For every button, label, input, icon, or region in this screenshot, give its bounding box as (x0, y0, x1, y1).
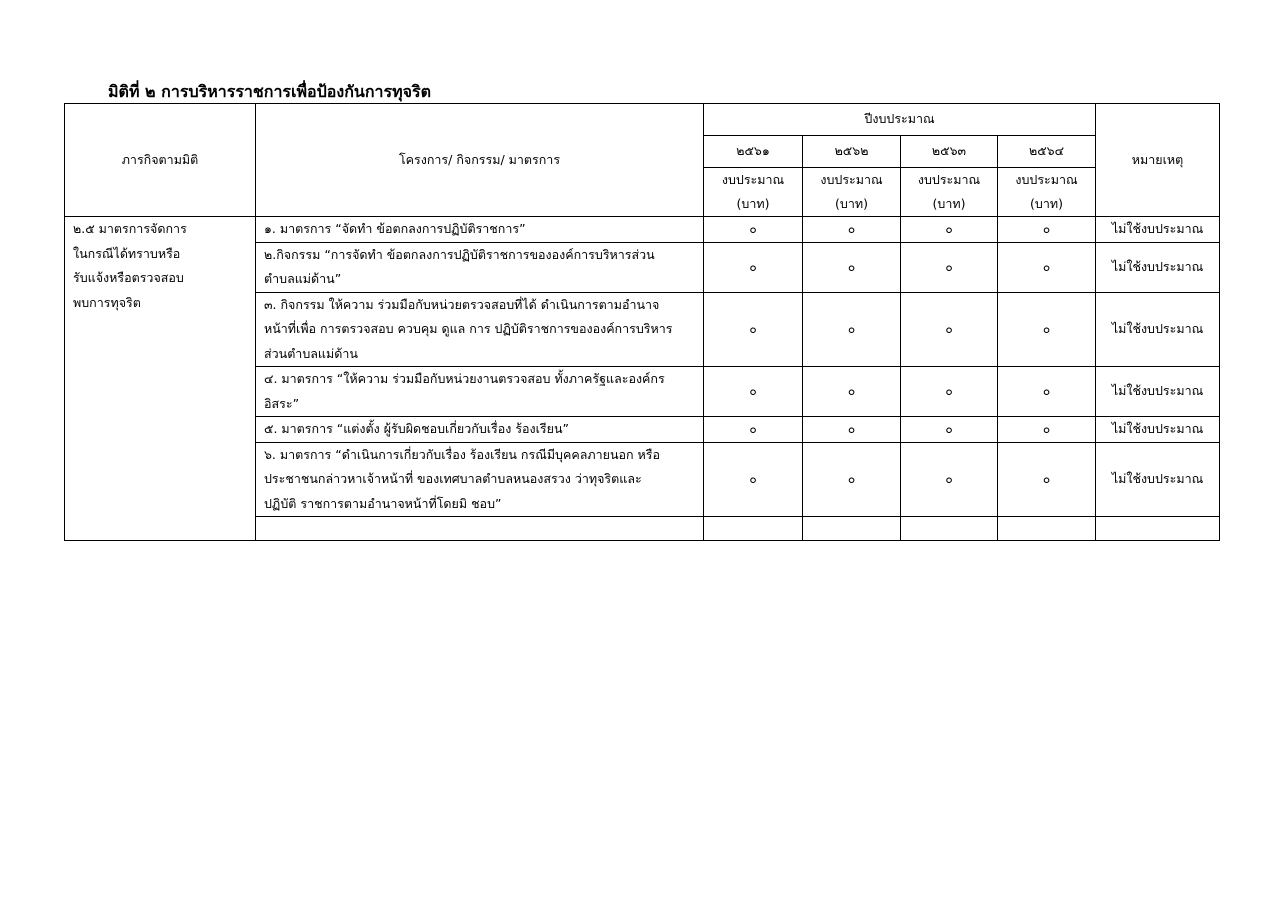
section-heading: มิติที่ ๒ การบริหารราชการเพื่อป้องกันการทุจริต (108, 82, 432, 101)
unit-label: (บาท) (835, 196, 868, 211)
value-cell: ๐ (998, 417, 1096, 443)
value-cell: ๐ (803, 442, 901, 517)
mission-line: รับแจ้งหรือตรวจสอบ (73, 270, 184, 285)
unit-label: (บาท) (1030, 196, 1063, 211)
remark-cell: ไม่ใช้งบประมาณ (1096, 242, 1220, 292)
value-cell: ๐ (704, 442, 803, 517)
value-cell: ๐ (803, 217, 901, 243)
header-mission: ภารกิจตามมิติ (65, 104, 256, 217)
header-year-2563: ๒๕๖๓ (901, 136, 998, 168)
value-cell: ๐ (704, 367, 803, 417)
project-cell (256, 367, 704, 417)
empty-cell (803, 517, 901, 541)
value-cell: ๐ (803, 367, 901, 417)
remark-cell: ไม่ใช้งบประมาณ (1096, 217, 1220, 243)
empty-cell (998, 517, 1096, 541)
value-cell: ๐ (803, 292, 901, 367)
project-line: ประชาชนกล่าวหาเจ้าหน้าที่ ของเทศบาลตำบลหนองสรวง ว่าทุจริตและ (264, 471, 642, 486)
value-cell: ๐ (901, 442, 998, 517)
budget-label: งบประมาณ (917, 172, 981, 187)
mission-line: ๒.๕ มาตรการจัดการ (73, 221, 187, 236)
header-budget-unit (998, 168, 1096, 217)
value-cell: ๐ (998, 217, 1096, 243)
remark-cell: ไม่ใช้งบประมาณ (1096, 292, 1220, 367)
budget-label: งบประมาณ (820, 172, 883, 187)
project-line: ๔. มาตรการ “ให้ความ ร่วมมือกับหน่วยงานตรวจสอบ ทั้งภาครัฐและองค์กร (264, 371, 665, 386)
project-line: ส่วนตำบลแม่ด้าน (264, 345, 358, 361)
header-year-2561: ๒๕๖๑ (704, 136, 803, 168)
mission-line: ในกรณีได้ทราบหรือ (73, 245, 181, 261)
header-budget-unit (704, 168, 803, 217)
mission-cell (65, 217, 256, 541)
budget-label: งบประมาณ (721, 172, 785, 187)
unit-label: (บาท) (736, 196, 770, 211)
project-line: ๕. มาตรการ “แต่งตั้ง ผู้รับผิดชอบเกี่ยวกับเรื่อง ร้องเรียน” (264, 421, 569, 436)
unit-label: (บาท) (932, 196, 966, 211)
value-cell: ๐ (998, 367, 1096, 417)
project-line: ตำบลแม่ด้าน” (264, 271, 342, 286)
header-year-2564: ๒๕๖๔ (998, 136, 1096, 168)
remark-cell: ไม่ใช้งบประมาณ (1096, 442, 1220, 517)
project-line: ๒.กิจกรรม “การจัดทำ ข้อตกลงการปฏิบัติราชการขององค์การบริหารส่วน (264, 246, 655, 262)
header-budget-year: ปีงบประมาณ (704, 104, 1096, 136)
value-cell: ๐ (704, 242, 803, 292)
header-budget-unit (803, 168, 901, 217)
value-cell: ๐ (803, 242, 901, 292)
project-line: ๓. กิจกรรม ให้ความ ร่วมมือกับหน่วยตรวจสอบที่ได้ ดำเนินการตามอำนาจ (264, 296, 660, 312)
project-line: ๑. มาตรการ “จัดทำ ข้อตกลงการปฏิบัติราชการ” (264, 221, 526, 236)
empty-cell (1096, 517, 1220, 541)
value-cell: ๐ (901, 242, 998, 292)
header-remark: หมายเหตุ (1096, 104, 1220, 217)
header-budget-unit (901, 168, 998, 217)
value-cell: ๐ (998, 292, 1096, 367)
value-cell: ๐ (704, 417, 803, 443)
value-cell: ๐ (803, 417, 901, 443)
value-cell: ๐ (998, 442, 1096, 517)
empty-cell (901, 517, 998, 541)
budget-label: งบประมาณ (1015, 172, 1078, 187)
project-cell (256, 242, 704, 292)
value-cell: ๐ (901, 417, 998, 443)
project-line: ปฏิบัติ ราชการตามอำนาจหน้าที่โดยมิ ชอบ” (264, 495, 502, 511)
header-year-2562: ๒๕๖๒ (803, 136, 901, 168)
remark-cell: ไม่ใช้งบประมาณ (1096, 417, 1220, 443)
value-cell: ๐ (901, 367, 998, 417)
project-cell (256, 417, 704, 443)
value-cell: ๐ (901, 292, 998, 367)
value-cell: ๐ (704, 292, 803, 367)
value-cell: ๐ (901, 217, 998, 243)
project-cell (256, 442, 704, 517)
empty-cell (256, 517, 704, 541)
project-line: หน้าที่เพื่อ การตรวจสอบ ควบคุม ดูแล การ ปฏิบัติราชการขององค์การบริหาร (264, 321, 673, 336)
header-project: โครงการ/ กิจกรรม/ มาตรการ (256, 104, 704, 217)
remark-cell: ไม่ใช้งบประมาณ (1096, 367, 1220, 417)
project-cell (256, 292, 704, 367)
value-cell: ๐ (704, 217, 803, 243)
mission-line: พบการทุจริต (73, 294, 141, 310)
empty-cell (704, 517, 803, 541)
project-cell (256, 217, 704, 243)
project-line: ๖. มาตรการ “ดำเนินการเกี่ยวกับเรื่อง ร้องเรียน กรณีมีบุคคลภายนอก หรือ (264, 446, 661, 462)
project-line: อิสระ” (264, 395, 300, 411)
plan-table (64, 103, 1220, 541)
value-cell: ๐ (998, 242, 1096, 292)
